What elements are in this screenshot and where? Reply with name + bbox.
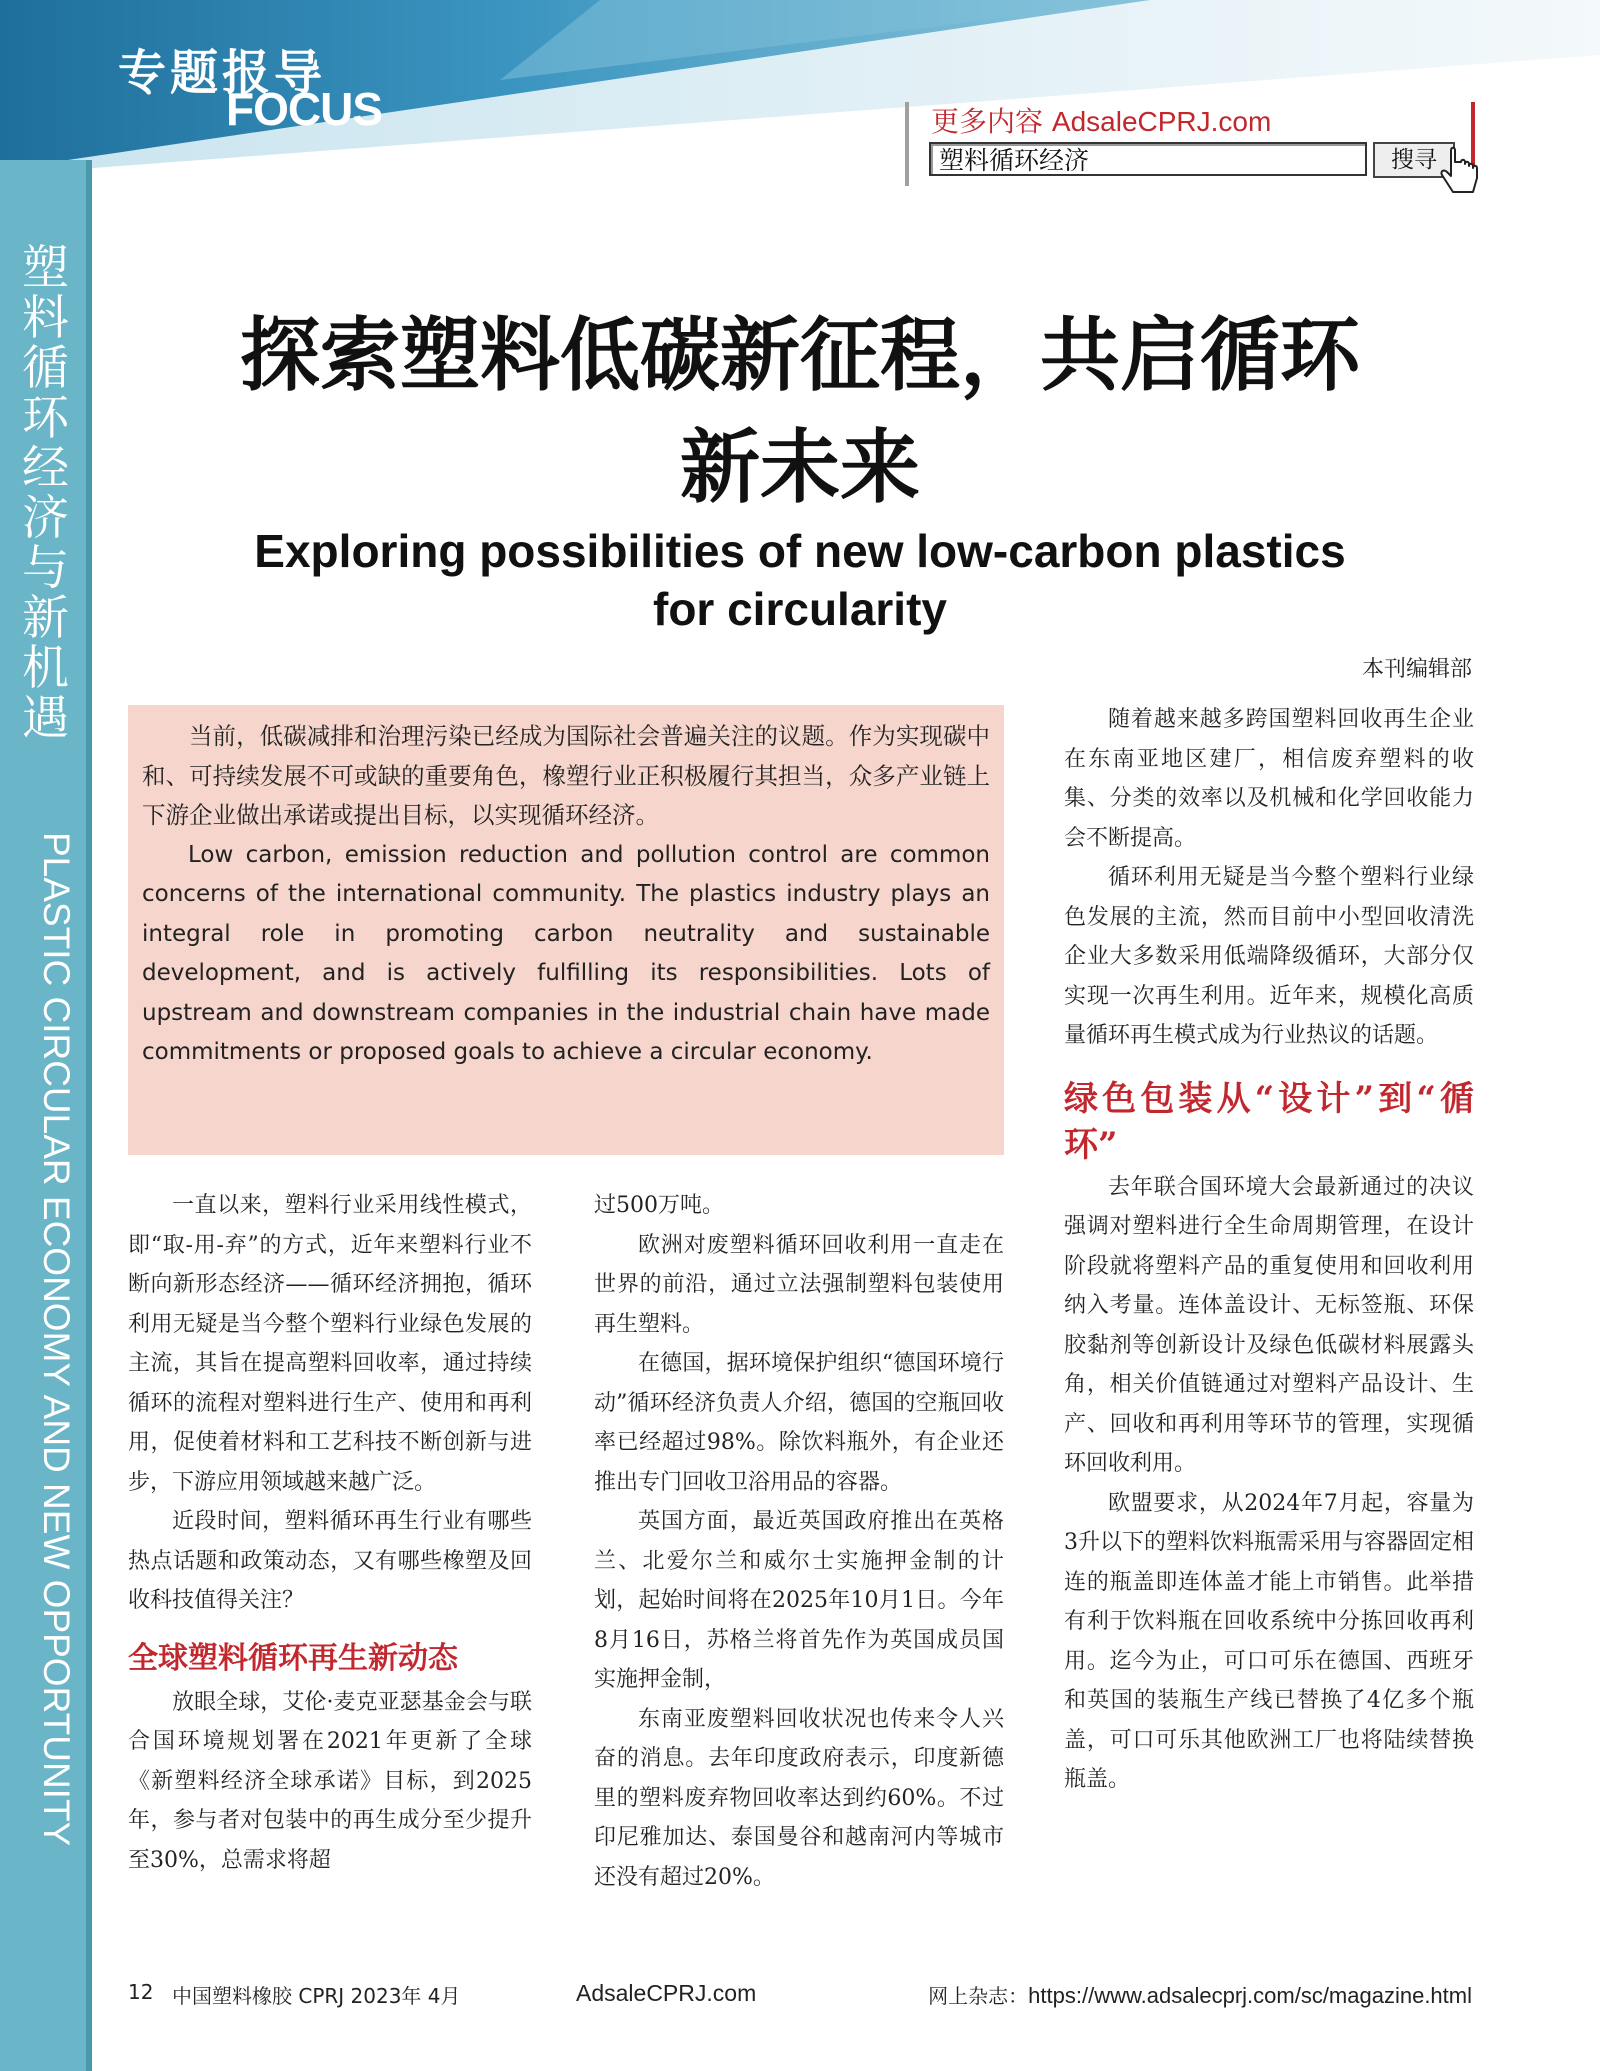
article-title-cn-line2: 新未来 [680,421,920,514]
hand-cursor-icon [1437,146,1487,206]
paragraph: 欧盟要求，从2024年7月起，容量为3升以下的塑料饮料瓶需采用与容器固定相连的瓶盖即连体盖才能上市销售。此举措有利于饮料瓶在回收系统中分拣回收再利用。迄今为止，可口可乐在德国、西班牙和英国的装瓶生产线已替换了4亿多个瓶盖，可口可乐其他欧洲工厂也将陆续替换瓶盖。 [1064,1490,1474,1792]
paragraph: 一直以来，塑料行业采用线性模式，即“取-用-弃”的方式，近年来塑料行业不断向新形态经济——循环经济拥抱，循环利用无疑是当今整个塑料行业绿色发展的主流，其旨在提高塑料回收率，通过持续循环的流程对塑料进行生产、使用和再利用，促使着材料和工艺科技不断创新与进步，下游应用领域越来越广泛。 [128,1193,532,1495]
online-magazine-link[interactable]: https://www.adsalecprj.com/sc/magazine.html [1028,1983,1472,2008]
footer-site-link[interactable]: AdsaleCPRJ.com [576,1980,757,2006]
search-input[interactable]: 塑料循环经济 [929,142,1367,176]
search-button[interactable]: 搜寻 [1373,142,1455,178]
magazine-issue: 中国塑料橡胶 CPRJ 2023年 4月 [172,1984,461,2008]
paragraph: 过500万吨。 [594,1193,724,1218]
more-content-text: 更多内容 [931,105,1052,138]
article-title-cn [140,300,1460,524]
byline: 本刊编辑部 [1361,657,1472,682]
body-column-1 [128,1186,532,1880]
paragraph: 欧洲对废塑料循环回收利用一直走在世界的前沿，通过立法强制塑料包装使用再生塑料。 [594,1232,1004,1337]
sidebar-stripe [86,160,92,2071]
summary-cn: 当前，低碳减排和治理污染已经成为国际社会普遍关注的议题。作为实现碳中和、可持续发展不可或缺的重要角色，橡塑行业正积极履行其担当，众多产业链上下游企业做出承诺或提出目标，以实现循环经济。 [142,722,990,829]
online-magazine-label: 网上杂志： [928,1984,1029,2008]
paragraph: 近段时间，塑料循环再生行业有哪些热点话题和政策动态，又有哪些橡塑及回收科技值得关注？ [128,1509,532,1613]
paragraph: 英国方面，最近英国政府推出在英格兰、北爱尔兰和威尔士实施押金制的计划，起始时间将在2025年10月1日。今年8月16日，苏格兰将首先作为英国成员国实施押金制， [594,1509,1004,1692]
section-heading: 绿色包装从“设计”到“循环” [1064,1078,1474,1165]
more-content-url[interactable]: AdsaleCPRJ.com [1051,106,1272,137]
paragraph: 去年联合国环境大会最新通过的决议强调对塑料进行全生命周期管理，在设计阶段就将塑料产品的重复使用和回收利用纳入考量。连体盖设计、无标签瓶、环保胶黏剂等创新设计及绿色低碳材料展露头角，相关价值链通过对塑料产品设计、生产、回收和再利用等环节的管理，实现循环回收利用。 [1064,1174,1474,1476]
article-title-en-line2: for circularity [653,583,947,635]
paragraph: 放眼全球，艾伦·麦克亚瑟基金会与联合国环境规划署在2021年更新了全球《新塑料经济全球承诺》目标，到2025年，参与者对包装中的再生成分至少提升至30%，总需求将超 [128,1689,532,1873]
online-magazine [928,1980,1472,2009]
search-divider-left [905,102,909,186]
summary-en: Low carbon, emission reduction and pollution control are common concerns of the international community. The plastics industry plays an integral role in promoting carbon neutrality and sustainable development, and is actively fulfilling its responsibilities. Lots of upstream and downstream companies in the industrial chain have made commitments or proposed goals to achieve a circular economy. [142,841,990,1065]
search-widget [905,100,1475,196]
body-column-3 [1064,700,1474,1800]
article-title-cn-line1: 探索塑料低碳新征程，共启循环 [240,309,1360,402]
sidebar-title-en: PLASTIC CIRCULAR ECONOMY AND NEW OPPORTUNITY [36,832,77,1847]
paragraph: 循环利用无疑是当今整个塑料行业绿色发展的主流，然而目前中小型回收清洗企业大多数采用低端降级循环，大部分仅实现一次再生利用。近年来，规模化高质量循环再生模式成为行业热议的话题。 [1064,865,1474,1048]
paragraph: 随着越来越多跨国塑料回收再生企业在东南亚地区建厂，相信废弃塑料的收集、分类的效率以及机械和化学回收能力会不断提高。 [1064,707,1474,851]
body-column-2 [594,1186,1004,1897]
article-title-en-line1: Exploring possibilities of new low-carbon plastics [254,525,1346,577]
paragraph: 在德国，据环境保护组织“德国环境行动”循环经济负责人介绍，德国的空瓶回收率已经超过98%。除饮料瓶外，有企业还推出专门回收卫浴用品的容器。 [594,1351,1004,1495]
section-heading: 全球塑料循环再生新动态 [128,1640,458,1676]
paragraph: 东南亚废塑料回收状况也传来令人兴奋的消息。去年印度政府表示，印度新德里的塑料废弃物回收率达到约60%。不过印尼雅加达、泰国曼谷和越南河内等城市还没有超过20%。 [594,1706,1004,1890]
article-title-en [140,522,1460,638]
summary-box [128,705,1004,1155]
focus-label-en: FOCUS [226,83,382,135]
more-content-label [931,100,1271,140]
sidebar-title-cn: 塑料循环经济与新机遇 [22,241,69,746]
page-number: 12 [128,1980,154,2004]
focus-label-cn: 专题报导 [118,45,327,101]
